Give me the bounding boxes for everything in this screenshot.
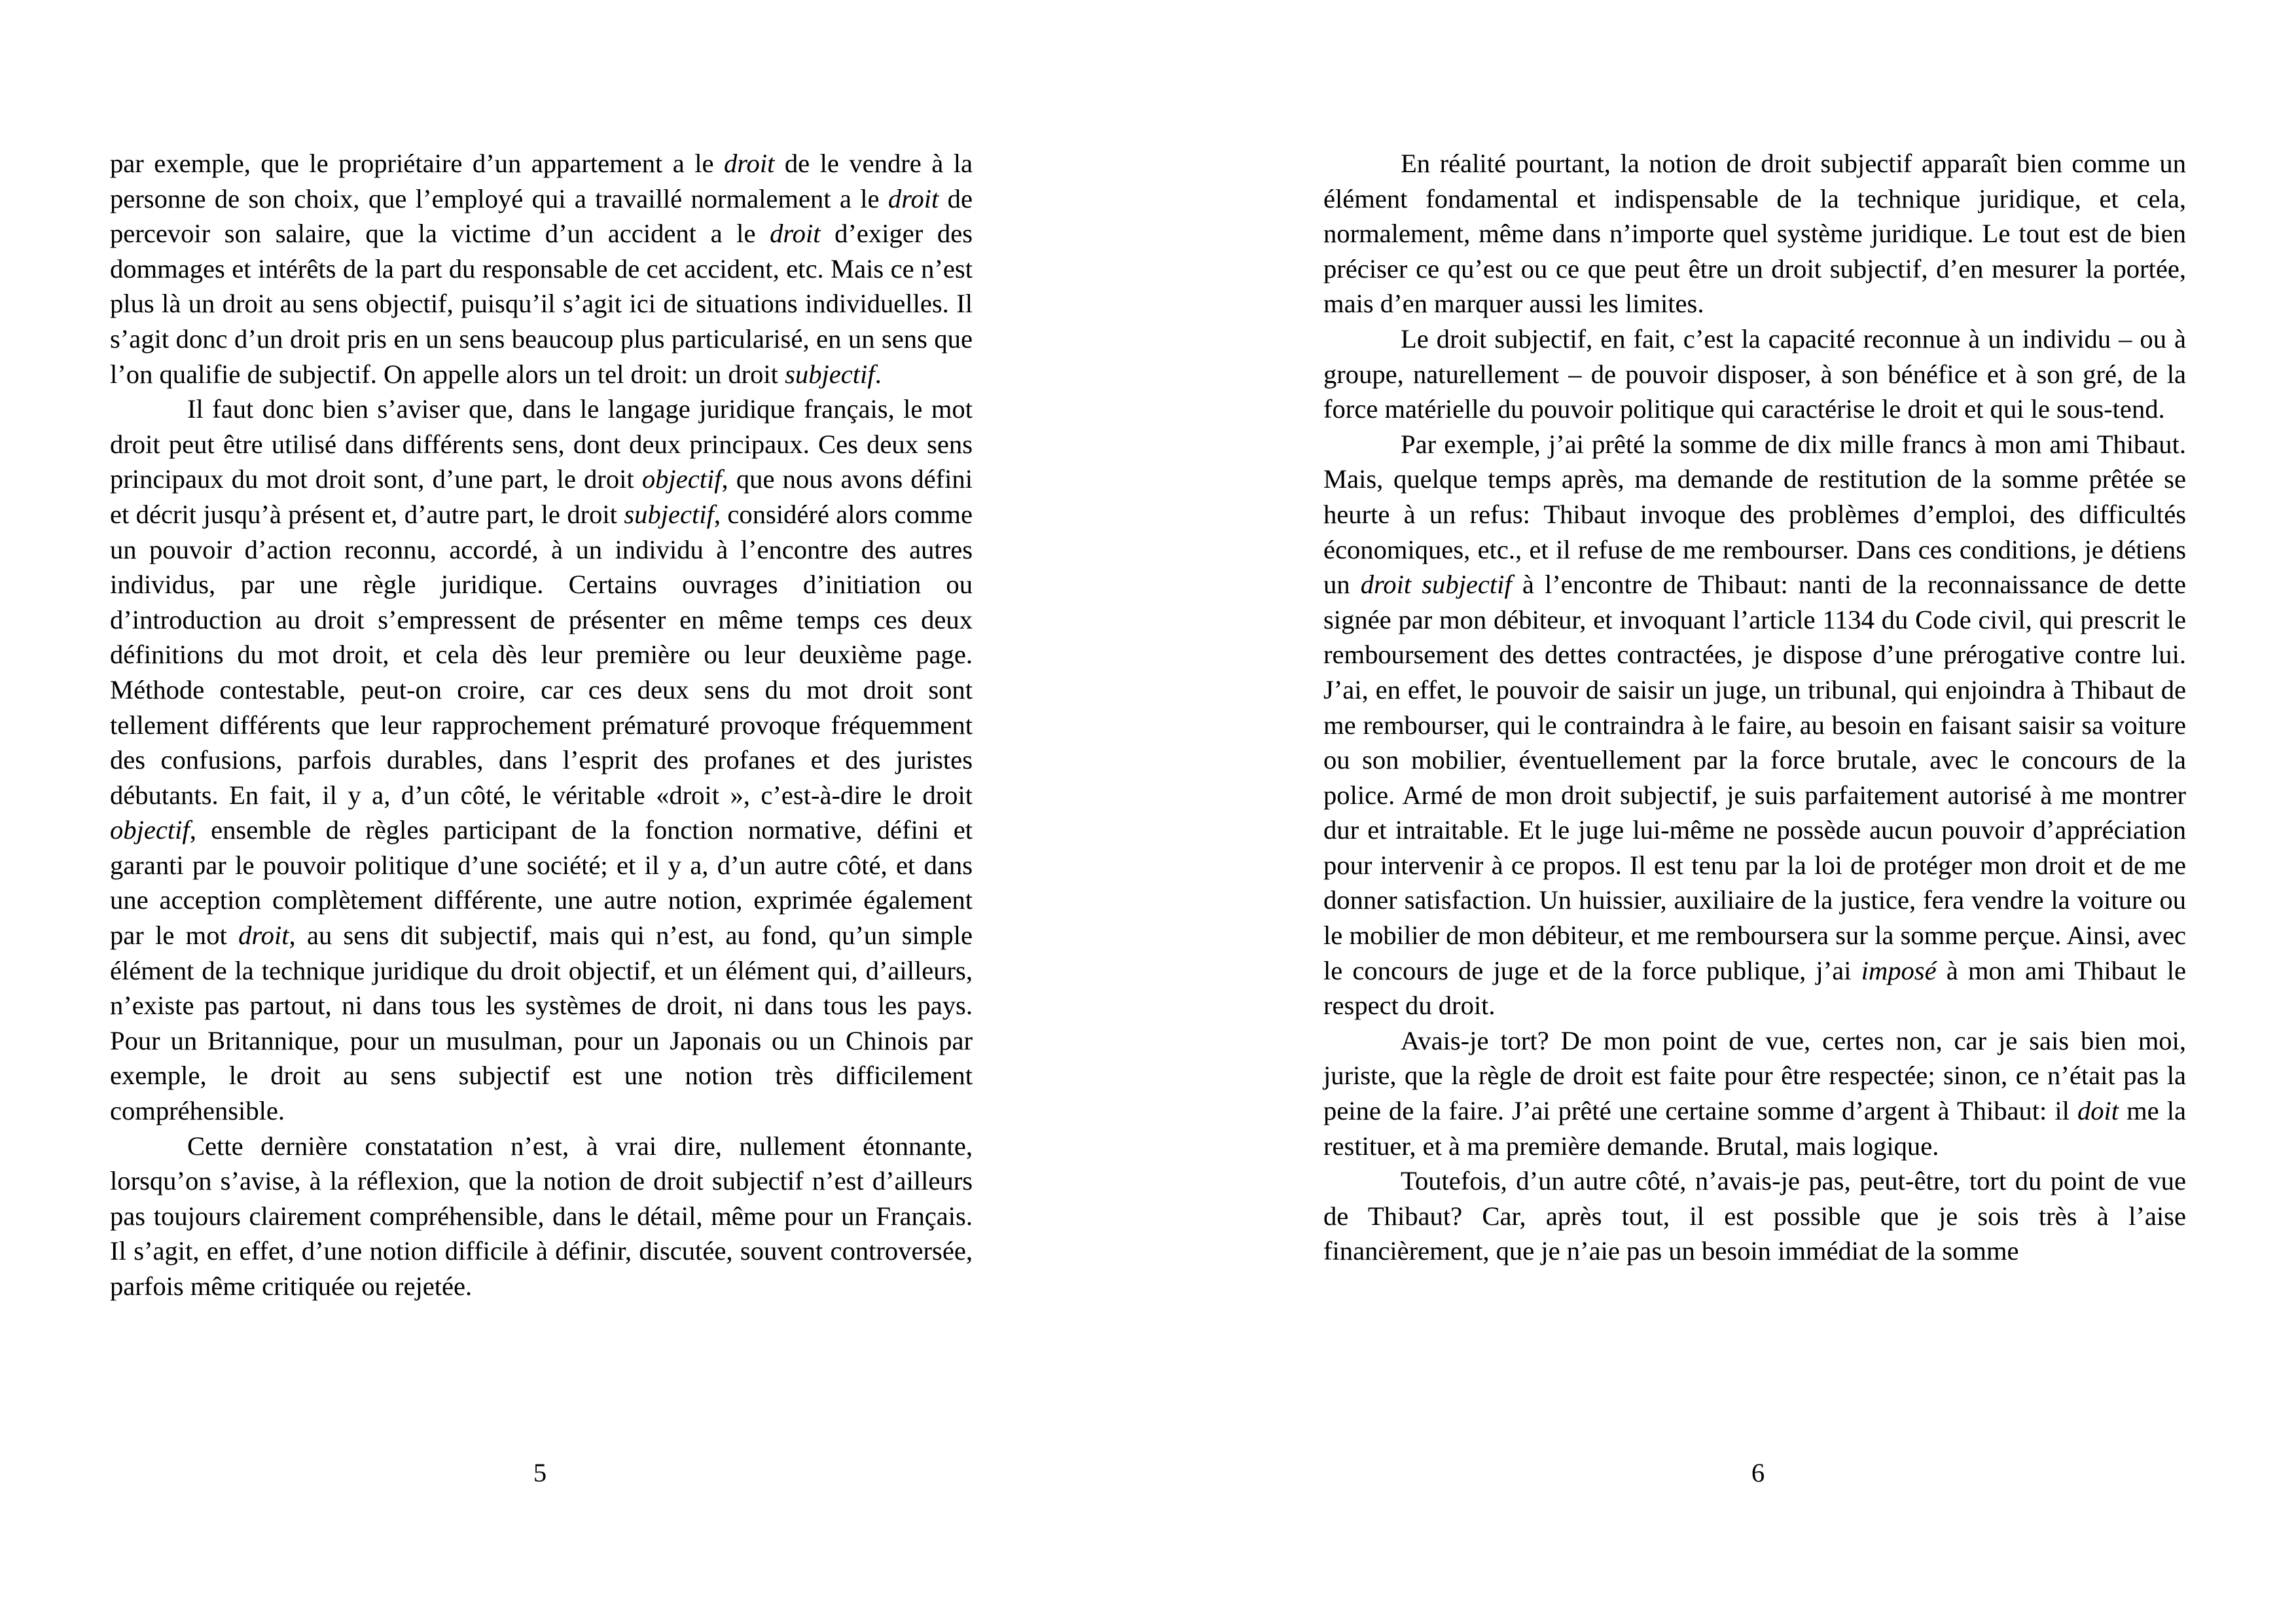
paragraph: Par exemple, j’ai prêté la somme de dix mille francs à mon ami Thibaut. Mais, quelque temps après, ma demande de restitution de la somme prêtée se heurte à un refus: Thibaut invoque des problèmes d’emploi, des difficultés économiques, etc., et il refuse de me rembourser. Dans ces conditions, je détiens un droit subjectif à l’encontre de Thibaut: nanti de la reconnaissance de dette signée par mon débiteur, et invoquant l’article 1134 du Code civil, qui prescrit le remboursement des dettes contractées, je dispose d’une prérogative contre lui. J’ai, en effet, le pouvoir de saisir un juge, un tribunal, qui enjoindra à Thibaut de me rembourser, qui le contraindra à le faire, au besoin en faisant saisir sa voiture ou son mobilier, éventuellement par la force brutale, avec le concours de la police. Armé de mon droit subjectif, je suis parfaitement autorisé à me montrer dur et intraitable. Et le juge lui-même ne possède aucun pouvoir d’appréciation pour intervenir à ce propos. Il est tenu par la loi de protéger mon droit et de me donner satisfaction. Un huissier, auxiliaire de la justice, fera vendre la voiture ou le mobilier de mon débiteur, et me remboursera sur la somme perçue. Ainsi, avec le concours de juge et de la force publique, j’ai imposé à mon ami Thibaut le respect du droit.: [1323, 429, 2186, 1021]
paragraph: Le droit subjectif, en fait, c’est la capacité reconnue à un individu – ou à groupe, naturellement – de pouvoir disposer, à son bénéfice et à son gré, de la force matérielle du pouvoir politique qui caractérise le droit et qui le sous-tend.: [1323, 323, 2186, 424]
right-page: [1323, 146, 2186, 1269]
paragraph: Avais-je tort? De mon point de vue, certes non, car je sais bien moi, juriste, que la règle de droit est faite pour être respectée; sinon, ce n’était pas la peine de la faire. J’ai prêté une certaine somme d’argent à Thibaut: il doit me la restituer, et à ma première demande. Brutal, mais logique.: [1323, 1025, 2186, 1161]
left-page: [110, 146, 973, 1304]
page-number-left: 5: [533, 1458, 547, 1487]
paragraph: Cette dernière constatation n’est, à vrai dire, nullement étonnante, lorsqu’on s’avise, à la réflexion, que la notion de droit subjectif n’est d’ailleurs pas toujours clairement compréhensible, dans le détail, même pour un Français. Il s’agit, en effet, d’une notion difficile à définir, discutée, souvent controversée, parfois même critiquée ou rejetée.: [110, 1131, 973, 1301]
paragraph: par exemple, que le propriétaire d’un appartement a le droit de le vendre à la personne de son choix, que l’employé qui a travaillé normalement a le droit de percevoir son salaire, que la victime d’un accident a le droit d’exiger des dommages et intérêts de la part du responsable de cet accident, etc. Mais ce n’est plus là un droit au sens objectif, puisqu’il s’agit ici de situations individuelles. Il s’agit donc d’un droit pris en un sens beaucoup plus particularisé, en un sens que l’on qualifie de subjectif. On appelle alors un tel droit: un droit subjectif.: [110, 149, 973, 389]
page-number-right: 6: [1751, 1458, 1765, 1487]
paragraph: En réalité pourtant, la notion de droit subjectif apparaît bien comme un élément fondamental et indispensable de la technique juridique, et cela, normalement, même dans n’importe quel système juridique. Le tout est de bien préciser ce qu’est ou ce que peut être un droit subjectif, d’en mesurer la portée, mais d’en marquer aussi les limites.: [1323, 149, 2186, 319]
paragraph: Toutefois, d’un autre côté, n’avais-je pas, peut-être, tort du point de vue de Thibaut? Car, après tout, il est possible que je sois très à l’aise financièrement, que je n’aie pas un besoin immédiat de la somme: [1323, 1166, 2186, 1266]
paragraph: Il faut donc bien s’aviser que, dans le langage juridique français, le mot droit peut être utilisé dans différents sens, dont deux principaux. Ces deux sens principaux du mot droit sont, d’une part, le droit objectif, que nous avons défini et décrit jusqu’à présent et, d’autre part, le droit subjectif, considéré alors comme un pouvoir d’action reconnu, accordé, à un individu à l’encontre des autres individus, par une règle juridique. Certains ouvrages d’initiation ou d’introduction au droit s’empressent de présenter en même temps ces deux définitions du mot droit, et cela dès leur première ou leur deuxième page. Méthode contestable, peut-on croire, car ces deux sens du mot droit sont tellement différents que leur rapprochement prématuré provoque fréquemment des confusions, parfois durables, dans l’esprit des profanes et des juristes débutants. En fait, il y a, d’un côté, le véritable «droit », c’est-à-dire le droit objectif, ensemble de règles participant de la fonction normative, défini et garanti par le pouvoir politique d’une société; et il y a, d’un autre côté, et dans une acception complètement différente, une autre notion, exprimée également par le mot droit, au sens dit subjectif, mais qui n’est, au fond, qu’un simple élément de la technique juridique du droit objectif, et un élément qui, d’ailleurs, n’existe pas partout, ni dans tous les systèmes de droit, ni dans tous les pays. Pour un Britannique, pour un musulman, pour un Japonais ou un Chinois par exemple, le droit au sens subjectif est une notion très difficilement compréhensible.: [110, 394, 973, 1126]
